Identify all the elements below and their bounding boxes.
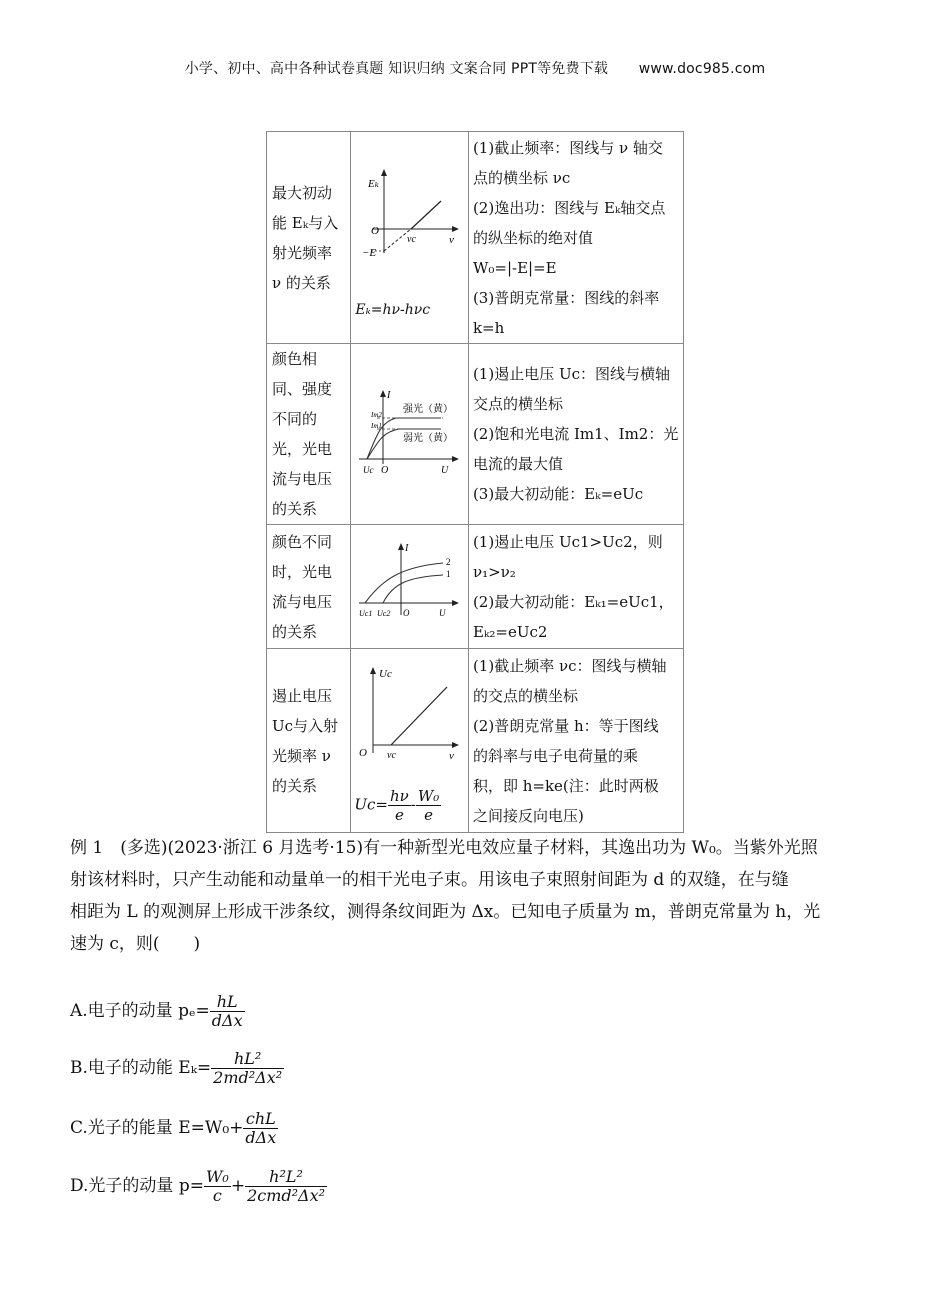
question-line: 例 1 (多选)(2023·浙江 6 月选考·15)有一种新型光电效应量子材料，其逸出功为 W₀。当紫外光照 (70, 838, 818, 858)
option-a[interactable]: A.电子的动量 pₑ= $\frac{hL}{\text{dΔx}}$ (70, 992, 243, 1030)
table-row (267, 132, 684, 344)
row-label: 颜色相 同、强度 不同的 光，光电 流与电压 的关系 (267, 344, 351, 525)
table-row (267, 344, 684, 525)
question-line: 相距为 L 的观测屏上形成干涉条纹，测得条纹间距为 Δx。已知电子质量为 m，普朗克常量为 h，光 (70, 902, 821, 922)
description-cell: (1)截止频率：图线与 ν 轴交 点的横坐标 νc (2)逸出功：图线与 Eₖ轴交点 的纵坐标的绝对值 W₀=|-E|=E (3)普朗克常量：图线的斜率 k=h (468, 132, 683, 344)
option-d[interactable]: D.光子的动量 p= $\frac{\text{W₀}}{c}$ + $\frac{\text{h²L²}}{\text{2cmd²Δx²}}$ (70, 1167, 326, 1205)
description-cell: (1)遏止电压 Uc1>Uc2，则 ν₁>ν₂ (2)最大初动能：Eₖ₁=eUc1， Eₖ₂=eUc2 (468, 525, 683, 649)
intercept-label: νc (387, 750, 397, 761)
row-label: 颜色不同 时，光电 流与电压 的关系 (267, 525, 351, 649)
example-question (70, 832, 888, 960)
page-header (0, 58, 950, 78)
axis-label-u: U (441, 465, 449, 476)
graph-formula: Eₖ=hν-hνc (355, 301, 431, 318)
photoelectric-graphs-table (266, 131, 684, 833)
origin-label: O (359, 747, 368, 759)
axis-label-ek: Eₖ (368, 177, 380, 190)
curve-2-label: 2 (446, 556, 451, 567)
option-c[interactable]: C.光子的能量 E=W₀+ $\frac{\text{chL}}{\text{dΔx}}$ (70, 1109, 277, 1147)
graph-cell (351, 649, 469, 833)
origin-label: O (403, 607, 410, 618)
uc1-label: Uc1 (359, 608, 373, 618)
origin-label: O (381, 465, 389, 476)
description-cell: (1)截止频率 νc：图线与横轴 的交点的横坐标 (2)普朗克常量 h：等于图线 的斜率与电子电荷量的乘 积，即 h=ke(注：此时两极 之间接反向电压) (468, 649, 683, 833)
option-b[interactable]: B.电子的动能 Eₖ= $\frac{\text{hL²}}{\text{2md²Δx²}}$ (70, 1049, 283, 1087)
origin-label: O (371, 224, 380, 237)
axis-label-nu: ν (449, 233, 455, 246)
intercept-label: νc (407, 233, 417, 245)
question-line: 速为 c，则( ) (70, 934, 201, 954)
axis-label-uc: Uc (379, 668, 393, 680)
ek-vs-frequency-graph (351, 151, 467, 281)
description-cell: (1)遏止电压 Uc：图线与横轴 交点的横坐标 (2)饱和光电流 Im1、Im2：光 电流的最大值 (3)最大初动能：Eₖ=eUc (468, 344, 683, 525)
im1-label: Im1 (371, 422, 383, 430)
graph-cell (351, 344, 469, 525)
table-row (267, 525, 684, 649)
uc-label: Uc (363, 465, 374, 475)
neg-e-label: −E (362, 246, 377, 259)
axis-label-i: I (387, 390, 391, 401)
question-line: 射该材料时，只产生动能和动量单一的相干光电子束。用该电子束照射间距为 d 的双缝，在与缝 (70, 870, 789, 890)
uc-vs-frequency-graph (351, 657, 467, 777)
table-row (267, 649, 684, 833)
header-url: www.doc985.com (638, 61, 766, 77)
graph-cell (351, 132, 469, 344)
current-voltage-color-graph (351, 537, 467, 627)
weak-light-label: 弱光（黄） (403, 433, 454, 444)
graph-formula: Uc= $\frac{h\nu}{e}$ - $\frac{\text{W₀}}{e}$ (354, 787, 440, 824)
axis-label-u: U (439, 607, 446, 618)
row-label: 最大初动 能 Eₖ与入 射光频率 ν 的关系 (267, 132, 351, 344)
graph-cell (351, 525, 469, 649)
curve-1-label: 1 (446, 568, 451, 579)
current-voltage-intensity-graph (351, 374, 467, 484)
header-text: 小学、初中、高中各种试卷真题 知识归纳 文案合同 PPT等免费下载 (184, 61, 609, 77)
axis-label-i: I (405, 542, 409, 554)
uc2-label: Uc2 (377, 608, 391, 618)
axis-label-nu: ν (449, 750, 455, 762)
im2-label: Im2 (371, 411, 383, 419)
row-label: 遏止电压 Uc与入射 光频率 ν 的关系 (267, 649, 351, 833)
strong-light-label: 强光（黄） (403, 404, 454, 415)
